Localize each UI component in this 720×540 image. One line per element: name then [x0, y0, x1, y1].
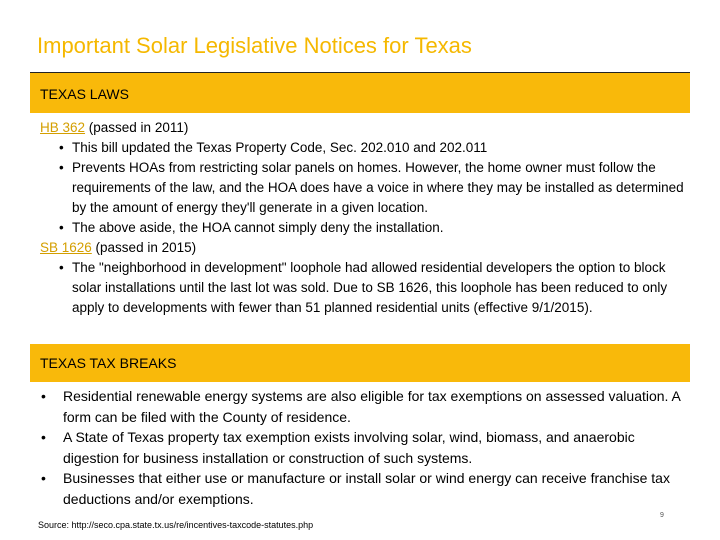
- source-citation: Source: http://seco.cpa.state.tx.us/re/incentives-taxcode-statutes.php: [38, 520, 314, 530]
- hb362-bullet-list: [40, 138, 690, 238]
- sb1626-bullet-list: [40, 258, 690, 318]
- laws-content: [40, 118, 690, 318]
- law-heading-sb1626: [40, 238, 690, 258]
- law-heading-hb362: [40, 118, 690, 138]
- tax-content: [40, 386, 690, 509]
- section-heading-laws: TEXAS LAWS: [30, 73, 690, 113]
- slide-title: Important Solar Legislative Notices for Texas: [37, 33, 472, 58]
- list-item: • Businesses that either use or manufacture or install solar or wind energy can receive franchise tax deductions and/or exemptions.: [40, 468, 690, 509]
- list-item: • The "neighborhood in development" loophole had allowed residential developers the option to block solar installations until the last lot was sold. Due to SB 1626, this loophole has been reduced to only apply to developments with fewer than 51 planned residential units (effective 9/1/2015).: [40, 258, 690, 318]
- list-item: • Prevents HOAs from restricting solar panels on homes. However, the home owner must follow the requirements of the law, and the HOA does have a voice in where they may be installed as determined by the amount of energy they'll generate in a given location.: [40, 158, 690, 218]
- sb1626-passed-label: (passed in 2015): [91, 240, 197, 255]
- page-number: 9: [660, 512, 664, 519]
- list-item: • The above aside, the HOA cannot simply deny the installation.: [40, 218, 690, 238]
- sb1626-link[interactable]: SB 1626: [40, 240, 92, 255]
- section-heading-tax: TEXAS TAX BREAKS: [30, 344, 690, 382]
- list-item: • This bill updated the Texas Property Code, Sec. 202.010 and 202.011: [40, 138, 690, 158]
- hb362-passed-label: (passed in 2011): [85, 120, 189, 135]
- list-item: • A State of Texas property tax exemption exists involving solar, wind, biomass, and anaerobic digestion for business installation or construction of such systems.: [40, 427, 690, 468]
- list-item: • Residential renewable energy systems are also eligible for tax exemptions on assessed valuation. A form can be filed with the County of residence.: [40, 386, 690, 427]
- tax-bullet-list: [40, 386, 690, 509]
- hb362-link[interactable]: HB 362: [40, 120, 86, 135]
